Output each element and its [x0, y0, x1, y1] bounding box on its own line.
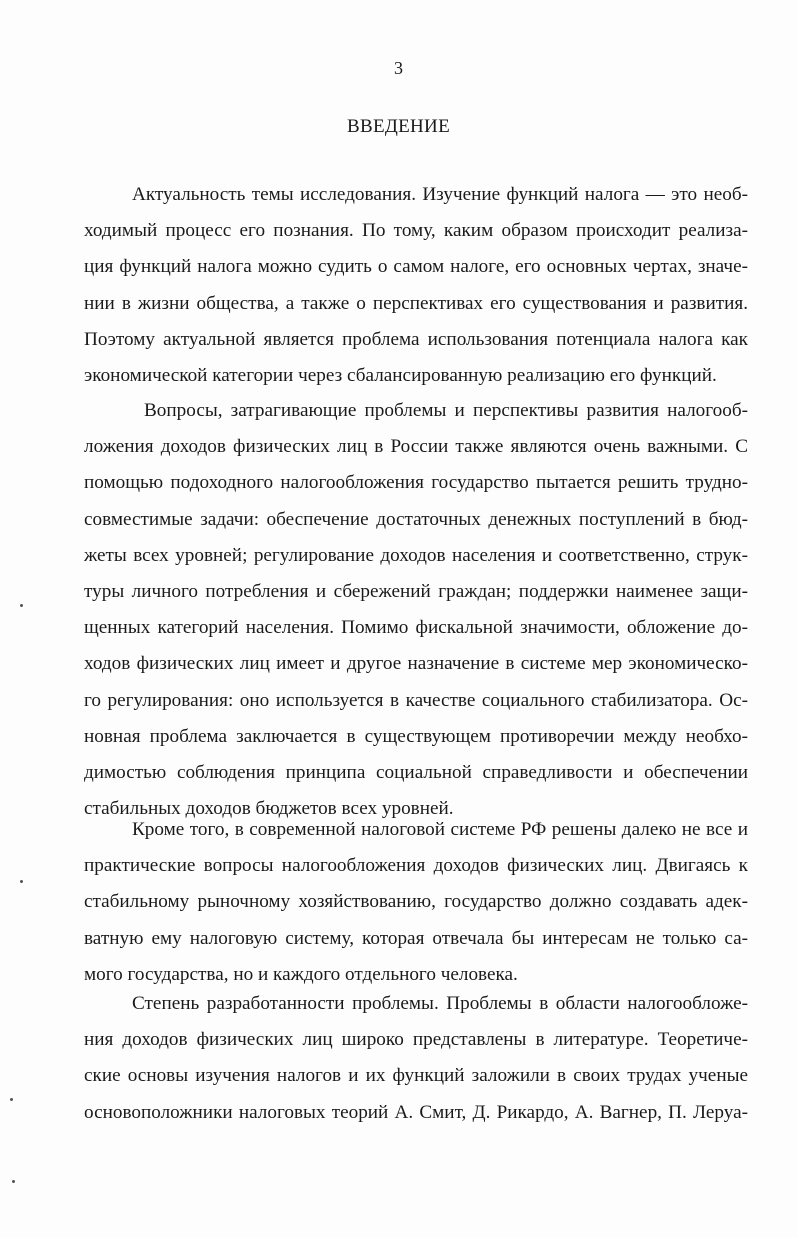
text-line: нии в жизни общества, а также о перспективах его существования и развития.	[84, 292, 748, 314]
text-line: стабильному рыночному хозяйствованию, государство должно создавать адек-	[84, 891, 748, 913]
text-line: новная проблема заключается в существующем противоречии между необхо-	[84, 725, 748, 747]
text-line: Поэтому актуальной является проблема использования потенциала налога как	[84, 328, 748, 350]
text-line: стабильных доходов бюджетов всех уровней.	[84, 798, 454, 820]
text-line: ходов физических лиц имеет и другое назначение в системе мер экономическо-	[84, 653, 748, 675]
text-line: помощью подоходного налогообложения государство пытается решить трудно-	[84, 472, 748, 494]
text-line: щенных категорий населения. Помимо фискальной значимости, обложение до-	[84, 617, 748, 639]
text-line: димостью соблюдения принципа социальной справедливости и обеспечении	[84, 761, 748, 783]
paragraph-research-degree	[84, 986, 748, 1131]
text-line: Вопросы, затрагивающие проблемы и перспективы развития налогооб-	[144, 400, 748, 421]
text-line: жеты всех уровней; регулирование доходов населения и соответственно, струк-	[84, 544, 748, 566]
text-line: ходимый процесс его познания. По тому, каким образом происходит реализа-	[84, 220, 748, 242]
text-line: туры личного потребления и сбережений граждан; поддержки наименее защи-	[84, 580, 748, 602]
text-line: ция функций налога можно судить о самом налоге, его основных чертах, значе-	[84, 256, 748, 278]
scan-speck	[10, 1098, 13, 1101]
scan-speck	[12, 1180, 15, 1183]
text-line: мого государства, но и каждого отдельного человека.	[84, 963, 518, 985]
section-heading: ВВЕДЕНИЕ	[347, 116, 450, 137]
paragraph-questions	[84, 393, 748, 827]
text-line: ния доходов физических лиц широко представлены в литературе. Теоретиче-	[84, 1029, 748, 1051]
text-line: Кроме того, в современной налоговой системе РФ решены далеко не все и	[132, 819, 748, 840]
text-line: Степень разработанности проблемы. Проблемы в области налогообложе-	[132, 993, 748, 1014]
page-number: 3	[394, 58, 403, 78]
text-line: ложения доходов физических лиц в России также являются очень важными. С	[84, 436, 748, 458]
text-line: ские основы изучения налогов и их функций заложили в своих трудах ученые	[84, 1065, 748, 1087]
paragraph-relevance	[84, 177, 748, 394]
scan-speck	[20, 880, 23, 883]
text-line: ватную ему налоговую систему, которая отвечала бы интересам не только са-	[84, 927, 748, 949]
paragraph-tax-system	[84, 812, 748, 993]
text-line: основоположники налоговых теорий А. Смит, Д. Рикардо, А. Вагнер, П. Леруа-	[84, 1101, 748, 1123]
text-line: Актуальность темы исследования. Изучение функций налога — это необ-	[132, 184, 748, 205]
text-line: экономической категории через сбалансированную реализацию его функций.	[84, 364, 717, 386]
text-line: совместимые задачи: обеспечение достаточных денежных поступлений в бюд-	[84, 508, 748, 530]
text-line: го регулирования: оно используется в качестве социального стабилизатора. Ос-	[84, 689, 748, 711]
scan-speck	[20, 604, 23, 607]
text-line: практические вопросы налогообложения доходов физических лиц. Двигаясь к	[84, 855, 748, 877]
